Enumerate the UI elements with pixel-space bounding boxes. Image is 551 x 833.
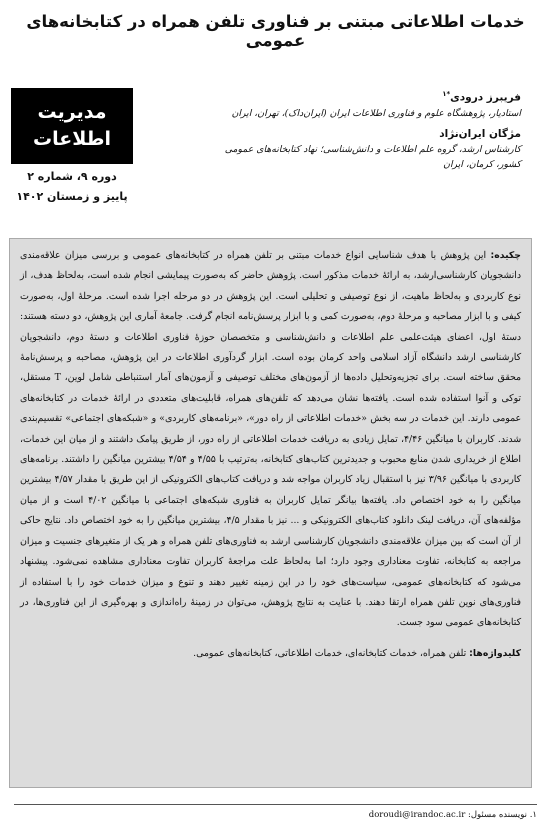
keywords-text: تلفن همراه، خدمات کتابخانه‌ای، خدمات اطلاعاتی، کتابخانه‌های عمومی. [193,647,467,659]
authors-section [221,87,521,178]
issue-number: دوره ۹، شماره ۲ [27,170,117,183]
author-name-text: فریبرز درودی [450,91,521,104]
footnote-text: ۱. نویسنده مسئول: [467,810,537,820]
footnote [14,804,537,822]
author-email-link[interactable]: doroudi@irandoc.ac.ir [368,810,466,820]
author-affiliation: استادیار، پژوهشگاه علوم و فناوری اطلاعات ایران (ایران‌داک)، تهران، ایران [231,107,521,119]
journal-logo [11,88,133,164]
issue-info [11,167,133,207]
abstract-label: چکیده: [490,250,521,261]
keywords [20,644,521,664]
journal-name-line1: مدیریت [37,101,107,123]
journal-name-line2: اطلاعات [32,128,112,150]
author-2 [221,127,521,172]
abstract-text: این پژوهش با هدف شناسایی انواع خدمات مبتنی بر تلفن همراه در کتابخانه‌های عمومی و بررسی میزان علاقه‌مندی دانشجویان کارشناسی‌ارشد، به ارائهٔ خدمات مذکور است. پژوهش حاضر که به‌صورت پیمایشی انجام شده است، به‌لحاظ هدف، از نوع کاربردی و به‌لحاظ ماهیت، از نوع توصیفی و تحلیلی است. این پژوهش در دو مرحله اجرا شده است. مرحلهٔ اول، به‌صورت کیفی و با ابزار مصاحبه و مرحلهٔ دوم، به‌صورت کمی و با ابزار پرسش‌نامه انجام گرفت. جامعهٔ آماری این پژوهش، دو دسته هستند: دستهٔ اول، اعضای هیئت‌علمی علم اطلاعات و دانش‌شناسی و متخصصان حوزهٔ فناوری اطلاعات و دستهٔ دوم، دانشجویان کارشناسی ارشد دانشگاه آزاد اسلامی واحد کرمان بوده است. ابزار گردآوری اطلاعات در این پژوهش، مصاحبه و پرسش‌نامهٔ محقق ساخته است. برای تجزیه‌وتحلیل داده‌ها از آزمون‌های مختلف توصیفی و آزمون‌های آمار استنباطی شامل لوین، T مستقل، توکی و آنوا استفاده شده است. یافته‌ها نشان می‌دهد که تلفن‌های همراه، قابلیت‌های متعددی در ارائهٔ خدمات در کتابخانه‌های عمومی دارند. این خدمات در سه بخش «خدمات اطلاعاتی از راه دور»، «برنامه‌های کاربردی» و «شبکه‌های اجتماعی» تقسیم‌بندی شدند. کاربران با میانگین ۴/۴۶، تمایل زیادی به دریافت خدمات اطلاعاتی از راه دور، از طریق پیامک داشتند و از میان این خدمات، اطلاع از خریداری شدن منابع محبوب و جدیدترین کتاب‌های کتابخانه، به‌ترتیب با ۴/۵۵ و ۴/۵۴ بیشترین میانگین را داشتند. برنامه‌های کاربردی با میانگین ۳/۹۶ نیز با استقبال زیاد کاربران مواجه شد و دریافت کتاب‌های الکترونیکی از این طریق با مقدار ۴/۵۷ بیشترین میانگین را به خود اختصاص داد. یافته‌ها بیانگر تمایل کاربران به فناوری شبکه‌های اجتماعی با میانگین ۴/۰۲ است و از میان مؤلفه‌های آن، دریافت لینک دانلود کتاب‌های الکترونیکی و ... نیز با مقدار ۴/۵، بیشترین میانگین را به خود اختصاص داد. نتایج حاکی از آن است که بین میزان علاقه‌مندی دانشجویان کارشناسی ارشد به فناوری‌های تلفن همراه و هر یک از متغیرهای جنسیت و میزان مراجعه به کتابخانه، تفاوت معناداری وجود دارد؛ اما به‌لحاظ علت مراجعهٔ کاربران تفاوت معناداری مشاهده نمی‌شود. پیشنهاد می‌شود که کتابخانه‌های عمومی، سیاست‌های خود را در این زمینه تغییر دهند و تنوع و میزان خدمات خود را با استفاده از فناوری‌های نوین تلفن همراه ارتقا دهند. با عنایت به نتایج پژوهش، می‌توان در زمینهٔ راه‌اندازی و بهره‌گیری از این فناوری‌ها، در کتابخانه‌های عمومی سود جست. [20,250,522,629]
author-affiliation: کارشناس ارشد، گروه علم اطلاعات و دانش‌شناسی؛ نهاد کتابخانه‌های عمومی کشور، کرمان، ایران [224,143,521,170]
abstract-paragraph [20,246,521,634]
keywords-label: کلیدواژه‌ها: [469,647,521,659]
article-title: خدمات اطلاعاتی مبتنی بر فناوری تلفن همراه در کتابخانه‌های عمومی [26,12,525,50]
author-marks: *۱ [442,90,451,98]
issue-season: پاییز و زمستان ۱۴۰۲ [16,190,128,203]
author-name-text: مژگان ایران‌نژاد [439,127,521,140]
abstract-box [9,238,532,788]
author-1 [221,87,521,121]
author-name [221,87,521,106]
author-name [221,127,521,142]
